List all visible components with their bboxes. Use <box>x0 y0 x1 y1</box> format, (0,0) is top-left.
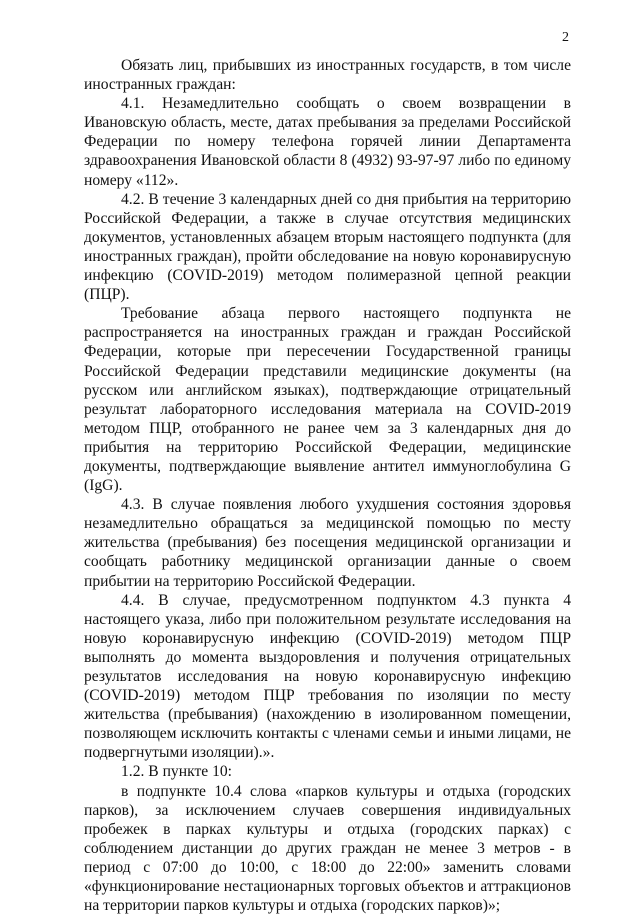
paragraph-4-2: 4.2. В течение 3 календарных дней со дня прибытия на территорию Российской Федерации, а также в случае отсутствия медицинских документов, установленных абзацем вторым настоящего подпункта (для иностранных граждан), пройти обследование на новую коронавирусную инфекцию (COVID-2019) методом полимеразной цепной реакции (ПЦР). <box>84 190 571 304</box>
paragraph-4-2-requirement: Требование абзаца первого настоящего подпункта не распространяется на иностранных граждан и граждан Российской Федерации, которые при пересечении Государственной границы Российской Федерации представили медицинские документы (на русском или английском языках), подтверждающие отрицательный результат лабораторного исследования материала на COVID-2019 методом ПЦР, отобранного не ранее чем за 3 календарных дня до прибытия на территорию Российской Федерации, медицинские документы, подтверждающие выявление антител иммуноглобулина G (IgG). <box>84 305 571 495</box>
paragraph-4-3: 4.3. В случае появления любого ухудшения состояния здоровья незамедлительно обращаться за медицинской помощью по месту жительства (пребывания) без посещения медицинской организации и сообщать работнику медицинской организации данные о своем прибытии на территорию Российской Федерации. <box>84 496 571 590</box>
paragraph-4-1: 4.1. Незамедлительно сообщать о своем возвращении в Ивановскую область, месте, датах пребывания за пределами Российской Федерации по номеру телефона горячей линии Департамента здравоохранения Ивановской области 8 (4932) 93-97-97 либо по единому номеру «112». <box>84 95 571 189</box>
document-body <box>84 56 571 915</box>
page-number: 2 <box>562 30 569 45</box>
paragraph-10-4: в подпункте 10.4 слова «парков культуры и отдыха (городских парков), за исключением случаев совершения индивидуальных пробежек в парках культуры и отдыха (городских парках) с соблюдением дистанции до других граждан не менее 3 метров - в период с 07:00 до 10:00, с 18:00 до 22:00» заменить словами «функционирование нестационарных торговых объектов и аттракционов на территории парков культуры и отдыха (городских парков)»; <box>84 782 571 915</box>
paragraph-4-4: 4.4. В случае, предусмотренном подпунктом 4.3 пункта 4 настоящего указа, либо при положительном результате исследования на новую коронавирусную инфекцию (COVID-2019) методом ПЦР выполнять до момента выздоровления и получения отрицательных результатов исследования на новую коронавирусную инфекцию (COVID-2019) методом ПЦР требования по изоляции по месту жительства (пребывания) (нахождению в изолированном помещении, позволяющем исключить контакты с членами семьи и иными лицами, не подвергнутыми изоляции).». <box>84 591 571 762</box>
paragraph-obligation-intro: Обязать лиц, прибывших из иностранных государств, в том числе иностранных граждан: <box>84 57 571 94</box>
paragraph-1-2: 1.2. В пункте 10: <box>121 763 233 781</box>
